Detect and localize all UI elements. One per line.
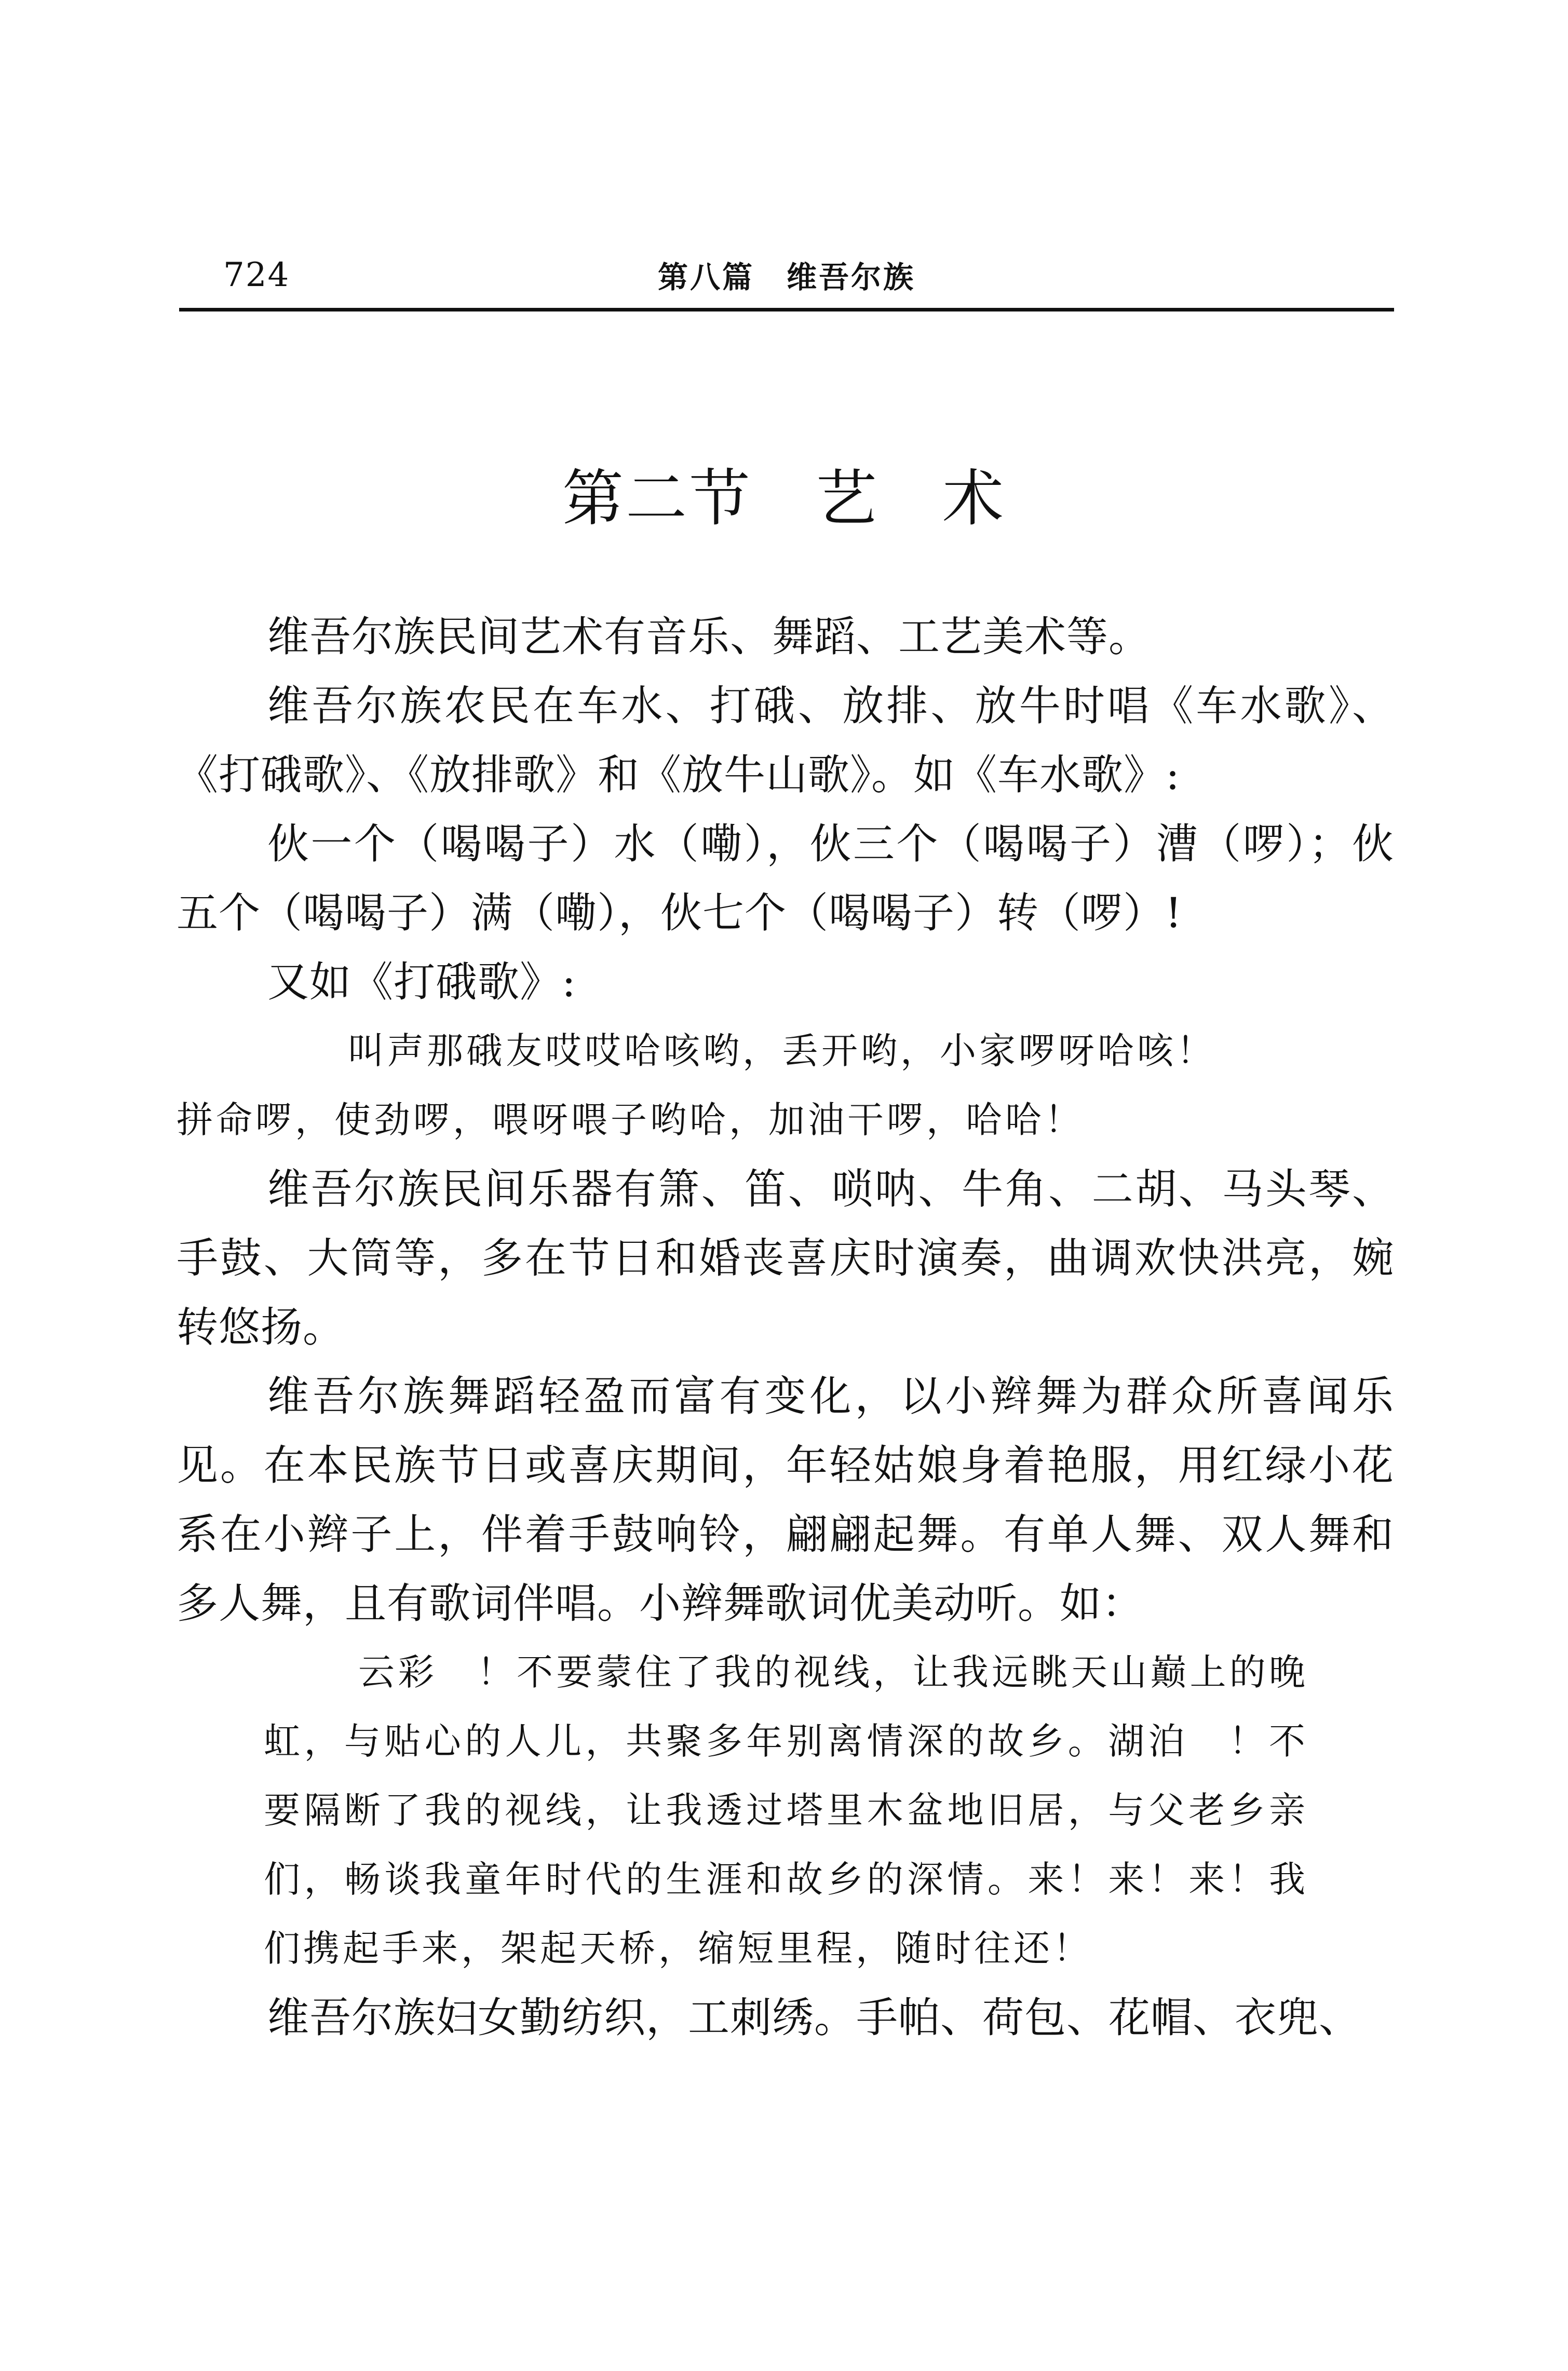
tamping-song-line-2: 拼命啰，使劲啰，喂呀喂子哟哈，加油干啰，哈哈！ [177, 1099, 1084, 1141]
paragraph-embroidery: 维吾尔族妇女勤纺织，工刺绣。手帕、荷包、花帽、衣兜、 [267, 1994, 1361, 2042]
braid-dance-lyrics: 云彩 ！不要蒙住了我的视线，让我远眺天山巅上的晚虹，与贴心的人儿，共聚多年别离情深的故乡。湖泊 ！不要隔断了我的视线，让我透过塔里木盆地旧居，与父老乡亲们，畅谈我童年时代的生涯和故乡的深情。来！来！来！我们携起手来，架起天桥，缩短里程，随时往还！ [264, 1651, 1308, 1970]
paragraph-instruments: 维吾尔族民间乐器有箫、笛、唢呐、牛角、二胡、马头琴、手鼓、大筒等，多在节日和婚丧喜庆时演奏，曲调欢快洪亮，婉转悠扬。 [177, 1165, 1394, 1351]
paragraph-dance: 维吾尔族舞蹈轻盈而富有变化，以小辫舞为群众所喜闻乐见。在本民族节日或喜庆期间，年轻姑娘身着艳服，用红绿小花系在小辫子上，伴着手鼓响铃，翩翩起舞。有单人舞、双人舞和多人舞，且有歌词伴唱。小辫舞歌词优美动听。如： [177, 1372, 1394, 1628]
paragraph-water-song-lyrics: 伙一个（喝喝子）水（嘞），伙三个（喝喝子）漕（啰）；伙五个（喝喝子）满（嘞），伙七个（喝喝子）转（啰）! [177, 820, 1394, 937]
paragraph-intro: 维吾尔族民间艺术有音乐、舞蹈、工艺美术等。 [267, 613, 1151, 661]
header-rule [179, 308, 1394, 311]
running-title: 第八篇 维吾尔族 [657, 260, 915, 295]
body-text [177, 602, 1394, 2052]
paragraph-tamping-song-intro: 又如《打硪歌》: [267, 958, 576, 1006]
section-title: 第二节 艺 术 [562, 463, 1006, 534]
page-header [179, 239, 1394, 311]
tamping-song-line-1: 叫声那硪友哎哎哈咳哟，丢开哟，小家啰呀哈咳！ [348, 1029, 1216, 1072]
paragraph-work-songs: 维吾尔族农民在车水、打硪、放排、放牛时唱《车水歌》、《打硪歌》、《放排歌》和《放牛山歌》。如《车水歌》: [177, 682, 1394, 799]
page-number: 724 [223, 256, 290, 294]
